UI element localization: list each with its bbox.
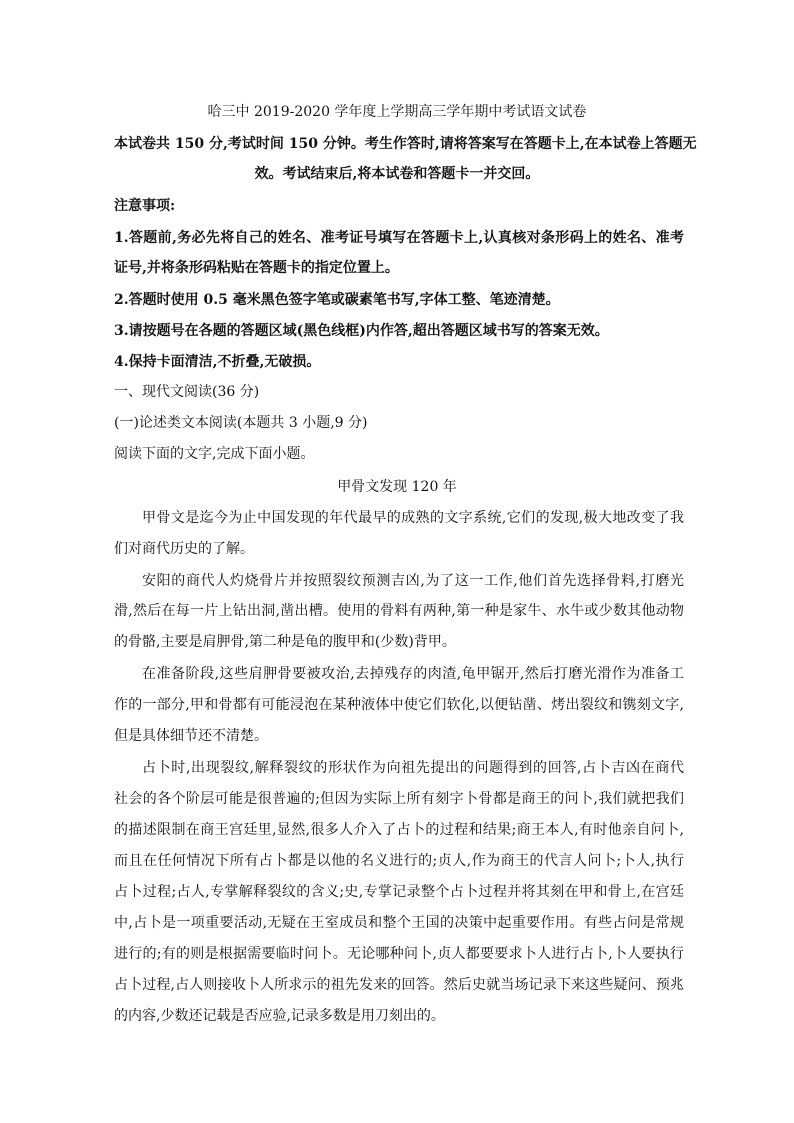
paragraph-line: 滑,然后在每一片上钻出洞,凿出槽。使用的骨料有两种,第一种是家牛、水牛或少数其他动物 (114, 603, 684, 619)
paragraph-line: 安阳的商代人灼烧骨片并按照裂纹预测吉凶,为了这一工作,他们首先选择骨料,打磨光 (142, 573, 684, 589)
instruction: 阅读下面的文字,完成下面小题。 (114, 446, 315, 462)
paragraph-line: 的骨骼,主要是肩胛骨,第二种是龟的腹甲和(少数)背甲。 (114, 634, 456, 650)
paragraph-line: 作的一部分,甲和骨都有可能浸泡在某种液体中使它们软化,以便钻凿、烤出裂纹和镌刻文字, (114, 697, 684, 713)
paragraph-line: 中,占卜是一项重要活动,无疑在王室成员和整个王国的决策中起重要作用。有些占问是常规 (114, 915, 684, 931)
page-title: 哈三中 2019-2020 学年度上学期高三学年期中考试语文试卷 (207, 104, 587, 120)
paragraph-line: 甲骨文是迄今为止中国发现的年代最早的成熟的文字系统,它们的发现,极大地改变了我 (142, 510, 684, 526)
paragraph-line: 而且在任何情况下所有占卜都是以他的名义进行的;贞人,作为商王的代言人问卜;卜人,执行 (114, 853, 684, 869)
note-line: 证号,并将条形码粘贴在答题卡的指定位置上。 (114, 260, 399, 276)
intro-line-1: 本试卷共 150 分,考试时间 150 分钟。考生作答时,请将答案写在答题卡上,在本试卷上答题无 (114, 136, 697, 152)
subsection-heading: (一)论述类文本阅读(本题共 3 小题,9 分) (114, 415, 368, 431)
paragraph-line: 占卜过程,占人则接收卜人所求示的祖先发来的回答。然后史就当场记录下来这些疑问、预兆 (114, 977, 684, 993)
note-line: 3.请按题号在各题的答题区域(黑色线框)内作答,超出答题区域书写的答案无效。 (114, 323, 609, 339)
paragraph-line: 的内容,少数还记载是否应验,记录多数是用刀刻出的。 (114, 1008, 445, 1024)
paragraph-line: 的描述限制在商王宫廷里,显然,很多人介入了占卜的过程和结果;商王本人,有时他亲自问卜, (114, 822, 684, 838)
note-line: 2.答题时使用 0.5 毫米黑色签字笔或碳素笔书写,字体工整、笔迹清楚。 (114, 292, 560, 308)
paragraph-line: 进行的;有的则是根据需要临时问卜。无论哪种问卜,贞人都要要求卜人进行占卜,卜人要执行 (114, 946, 684, 962)
note-line: 4.保持卡面清洁,不折叠,无破损。 (114, 354, 321, 370)
intro-line-2: 效。考试结束后,将本试卷和答题卡一并交回。 (254, 166, 540, 182)
paragraph-line: 们对商代历史的了解。 (114, 541, 254, 557)
paragraph-line: 占卜过程;占人,专掌解释裂纹的含义;史,专掌记录整个占卜过程并将其刻在甲和骨上,在宫廷 (114, 884, 684, 900)
paragraph-line: 社会的各个阶层可能是很普遍的;但因为实际上所有刻字卜骨都是商王的问卜,我们就把我们 (114, 791, 684, 807)
paragraph-line: 但是具体细节还不清楚。 (114, 728, 268, 744)
article-title: 甲骨文发现 120 年 (337, 479, 457, 495)
section-heading: 一、现代文阅读(36 分) (114, 384, 260, 400)
note-line: 1.答题前,务必先将自己的姓名、准考证号填写在答题卡上,认真核对条形码上的姓名、准考 (114, 230, 684, 246)
notes-heading: 注意事项: (114, 198, 176, 214)
paragraph-line: 在准备阶段,这些肩胛骨要被攻治,去掉残存的肉渣,龟甲锯开,然后打磨光滑作为准备工 (142, 666, 684, 682)
paragraph-line: 占卜时,出现裂纹,解释裂纹的形状作为向祖先提出的问题得到的回答,占卜吉凶在商代 (142, 760, 684, 776)
